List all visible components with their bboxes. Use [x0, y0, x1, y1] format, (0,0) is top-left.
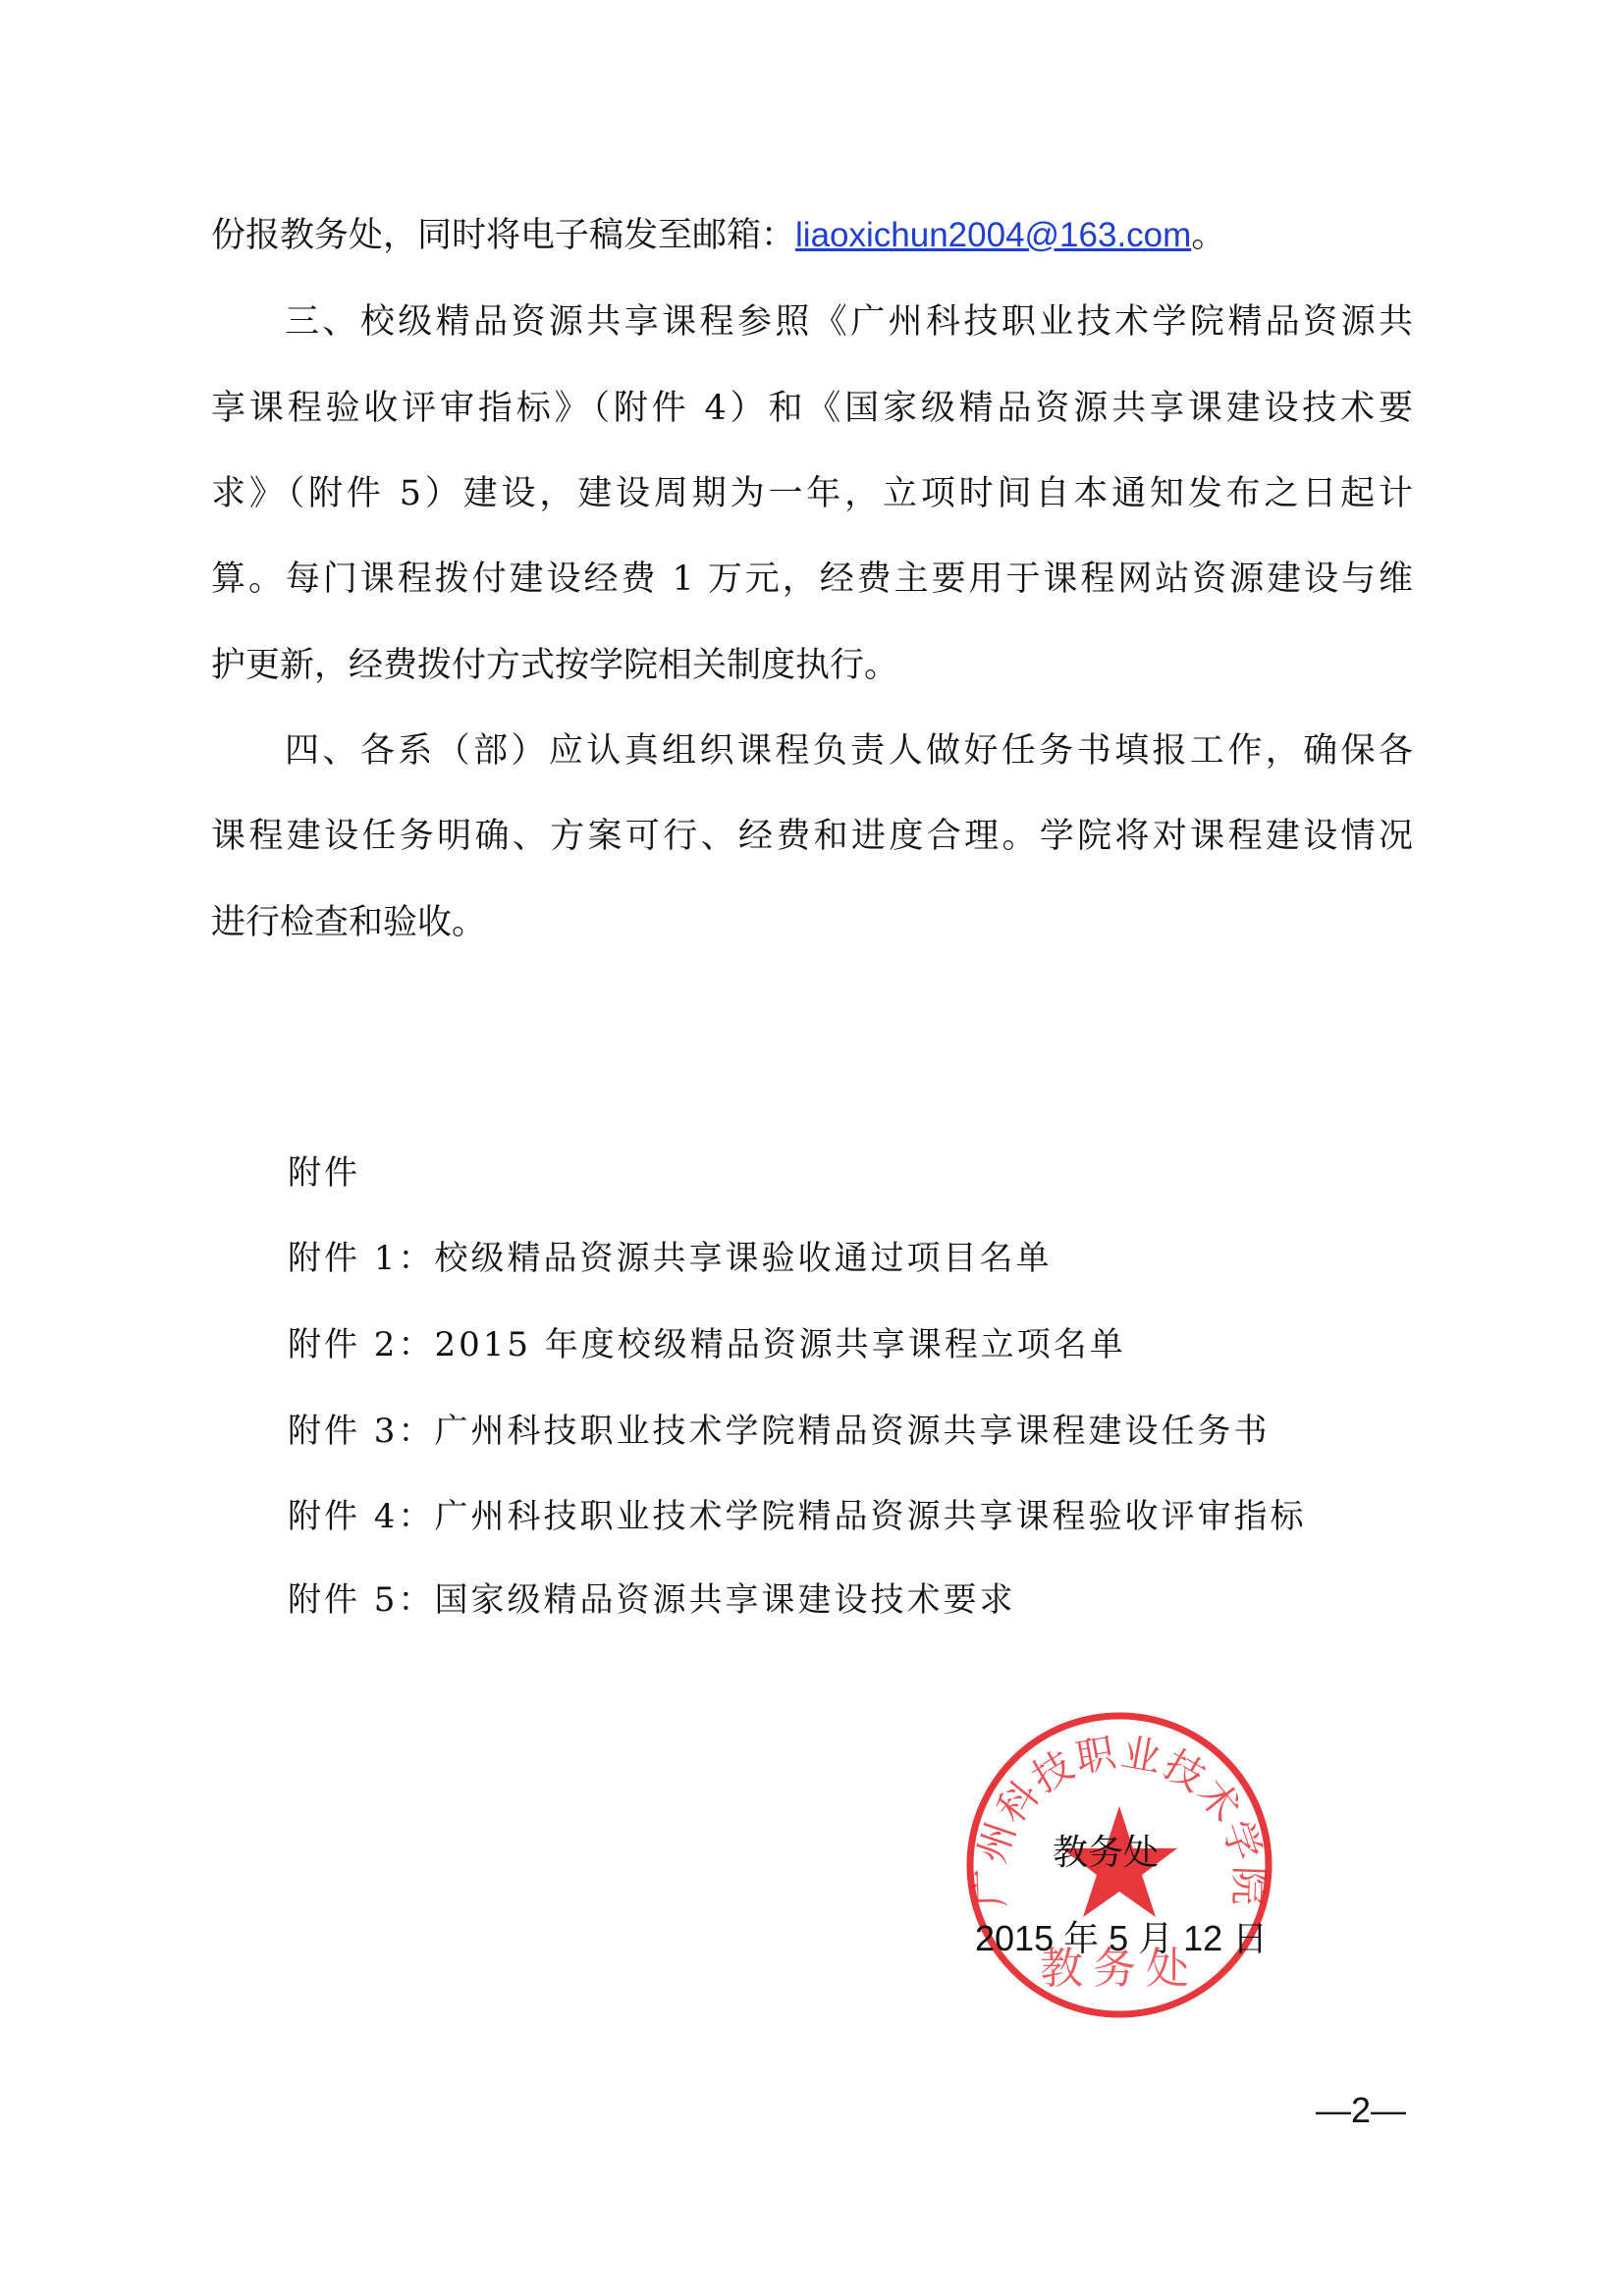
- para3-line: 求》（附件 5）建设，建设周期为一年，立项时间自本通知发布之日起计: [211, 474, 1413, 513]
- signature-date: 2015 年 5 月 12 日: [975, 1918, 1269, 1958]
- body-line-1-text: 份报教务处，同时将电子稿发至邮箱：: [211, 216, 796, 255]
- para4-line: 进行检查和验收。: [211, 903, 487, 942]
- page-number: —2—: [1316, 2090, 1407, 2130]
- attachment-item: 附件 1：校级精品资源共享课验收通过项目名单: [288, 1239, 1053, 1278]
- para4-line: 课程建设任务明确、方案可行、经费和进度合理。学院将对课程建设情况: [211, 817, 1413, 856]
- para3-line: 算。每门课程拨付建设经费 1 万元，经费主要用于课程网站资源建设与维: [211, 560, 1413, 599]
- signature-department: 教务处: [1053, 1833, 1160, 1873]
- email-link[interactable]: liaoxichun2004@163.com: [795, 216, 1192, 254]
- attachment-item: 附件 2：2015 年度校级精品资源共享课程立项名单: [288, 1325, 1126, 1364]
- para3-line: 三、校级精品资源共享课程参照《广州科技职业技术学院精品资源共: [285, 302, 1413, 342]
- attachments-heading: 附件: [288, 1153, 360, 1193]
- body-line-1: [211, 214, 1413, 257]
- seal-outer-text: 广州科技职业技术学院: [967, 1730, 1272, 1908]
- seal-inner-text: 教务处: [1040, 1944, 1199, 1994]
- body-line-1-end: 。: [1191, 216, 1226, 255]
- attachment-item: 附件 3：广州科技职业技术学院精品资源共享课程建设任务书: [288, 1412, 1271, 1451]
- attachment-item: 附件 5：国家级精品资源共享课建设技术要求: [288, 1580, 1016, 1620]
- para3-line: 享课程验收评审指标》（附件 4）和《国家级精品资源共享课建设技术要: [211, 389, 1413, 428]
- para4-line: 四、各系（部）应认真组织课程负责人做好任务书填报工作，确保各: [285, 731, 1413, 771]
- attachment-item: 附件 4：广州科技职业技术学院精品资源共享课程验收评审指标: [288, 1497, 1307, 1536]
- para3-line: 护更新，经费拨付方式按学院相关制度执行。: [211, 646, 899, 685]
